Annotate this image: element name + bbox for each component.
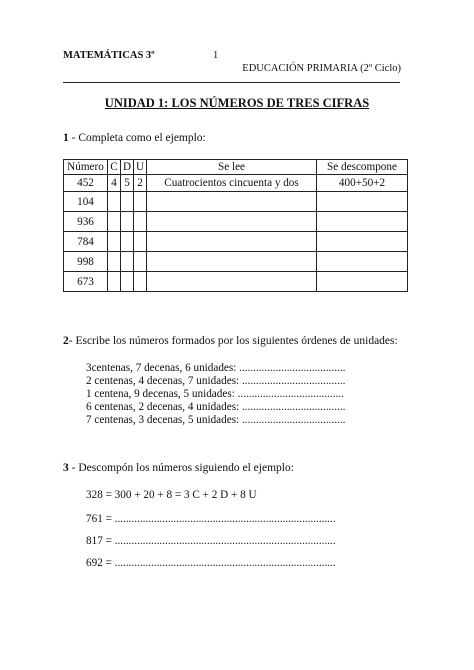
cell-se-lee[interactable] (147, 252, 317, 272)
example-c: 4 (108, 175, 121, 192)
cell-se-descompone[interactable] (317, 232, 408, 252)
cell-d[interactable] (121, 232, 134, 252)
cell-d[interactable] (121, 192, 134, 212)
cell-u[interactable] (134, 272, 147, 292)
cell-c[interactable] (108, 272, 121, 292)
table-row (64, 232, 408, 252)
row-number: 936 (64, 212, 108, 232)
order-item[interactable]: 6 centenas, 2 decenas, 4 unidades: ..................................... (86, 401, 346, 413)
cell-d[interactable] (121, 252, 134, 272)
subject-label: MATEMÁTICAS 3º (63, 50, 155, 61)
example-row (64, 175, 408, 192)
decomposition-example: 328 = 300 + 20 + 8 = 3 C + 2 D + 8 U (86, 489, 257, 501)
exercise-2-number: 2 (63, 335, 69, 347)
table-header-row (64, 160, 408, 175)
table-row (64, 212, 408, 232)
exercise-3-number: 3 (63, 462, 69, 474)
row-number: 998 (64, 252, 108, 272)
col-header-u: U (134, 160, 147, 175)
table-row (64, 252, 408, 272)
cell-c[interactable] (108, 232, 121, 252)
col-header-se-lee: Se lee (147, 160, 317, 175)
cell-d[interactable] (121, 272, 134, 292)
cell-se-lee[interactable] (147, 272, 317, 292)
exercise-1-number: 1 (63, 132, 69, 144)
cell-u[interactable] (134, 192, 147, 212)
row-number: 784 (64, 232, 108, 252)
cell-se-descompone[interactable] (317, 192, 408, 212)
decomposition-item[interactable]: 817 = ............................................................................... (86, 535, 336, 547)
decomposition-item[interactable]: 692 = ............................................................................... (86, 557, 336, 569)
exercise-3-instruction: - Descompón los números siguiendo el ejemplo: (68, 462, 294, 474)
example-number: 452 (64, 175, 108, 192)
exercise-2-heading (63, 335, 398, 347)
order-item[interactable]: 3centenas, 7 decenas, 6 unidades: ...................................... (86, 362, 346, 374)
cell-se-lee[interactable] (147, 212, 317, 232)
page-number: 1 (213, 50, 219, 61)
col-header-d: D (121, 160, 134, 175)
cell-se-lee[interactable] (147, 192, 317, 212)
example-se-lee: Cuatrocientos cincuenta y dos (147, 175, 317, 192)
cell-d[interactable] (121, 212, 134, 232)
cell-u[interactable] (134, 212, 147, 232)
cell-se-lee[interactable] (147, 232, 317, 252)
order-item[interactable]: 1 centena, 9 decenas, 5 unidades: ...................................... (86, 388, 344, 400)
exercise-1-instruction: - Completa como el ejemplo: (68, 132, 206, 144)
education-level: EDUCACIÓN PRIMARIA (2º Ciclo) (242, 63, 401, 74)
table-row (64, 192, 408, 212)
cell-se-descompone[interactable] (317, 272, 408, 292)
col-header-se-descompone: Se descompone (317, 160, 408, 175)
exercise-1-heading (63, 132, 206, 144)
row-number: 104 (64, 192, 108, 212)
example-se-descompone: 400+50+2 (317, 175, 408, 192)
cell-se-descompone[interactable] (317, 212, 408, 232)
cell-u[interactable] (134, 232, 147, 252)
col-header-number: Número (64, 160, 108, 175)
example-d: 5 (121, 175, 134, 192)
exercise-3-heading (63, 462, 294, 474)
order-item[interactable]: 2 centenas, 4 decenas, 7 unidades: ..................................... (86, 375, 346, 387)
decomposition-item[interactable]: 761 = ............................................................................... (86, 513, 336, 525)
table-row (64, 272, 408, 292)
exercise-2-instruction: - Escribe los números formados por los siguientes órdenes de unidades: (68, 335, 398, 347)
col-header-c: C (108, 160, 121, 175)
cell-se-descompone[interactable] (317, 252, 408, 272)
order-item[interactable]: 7 centenas, 3 decenas, 5 unidades: ..................................... (86, 414, 346, 426)
unit-title: UNIDAD 1: LOS NÚMEROS DE TRES CIFRAS (104, 96, 370, 110)
cell-c[interactable] (108, 252, 121, 272)
cell-c[interactable] (108, 212, 121, 232)
numbers-table (63, 159, 408, 292)
cell-u[interactable] (134, 252, 147, 272)
example-u: 2 (134, 175, 147, 192)
cell-c[interactable] (108, 192, 121, 212)
header-rule (63, 82, 400, 83)
row-number: 673 (64, 272, 108, 292)
